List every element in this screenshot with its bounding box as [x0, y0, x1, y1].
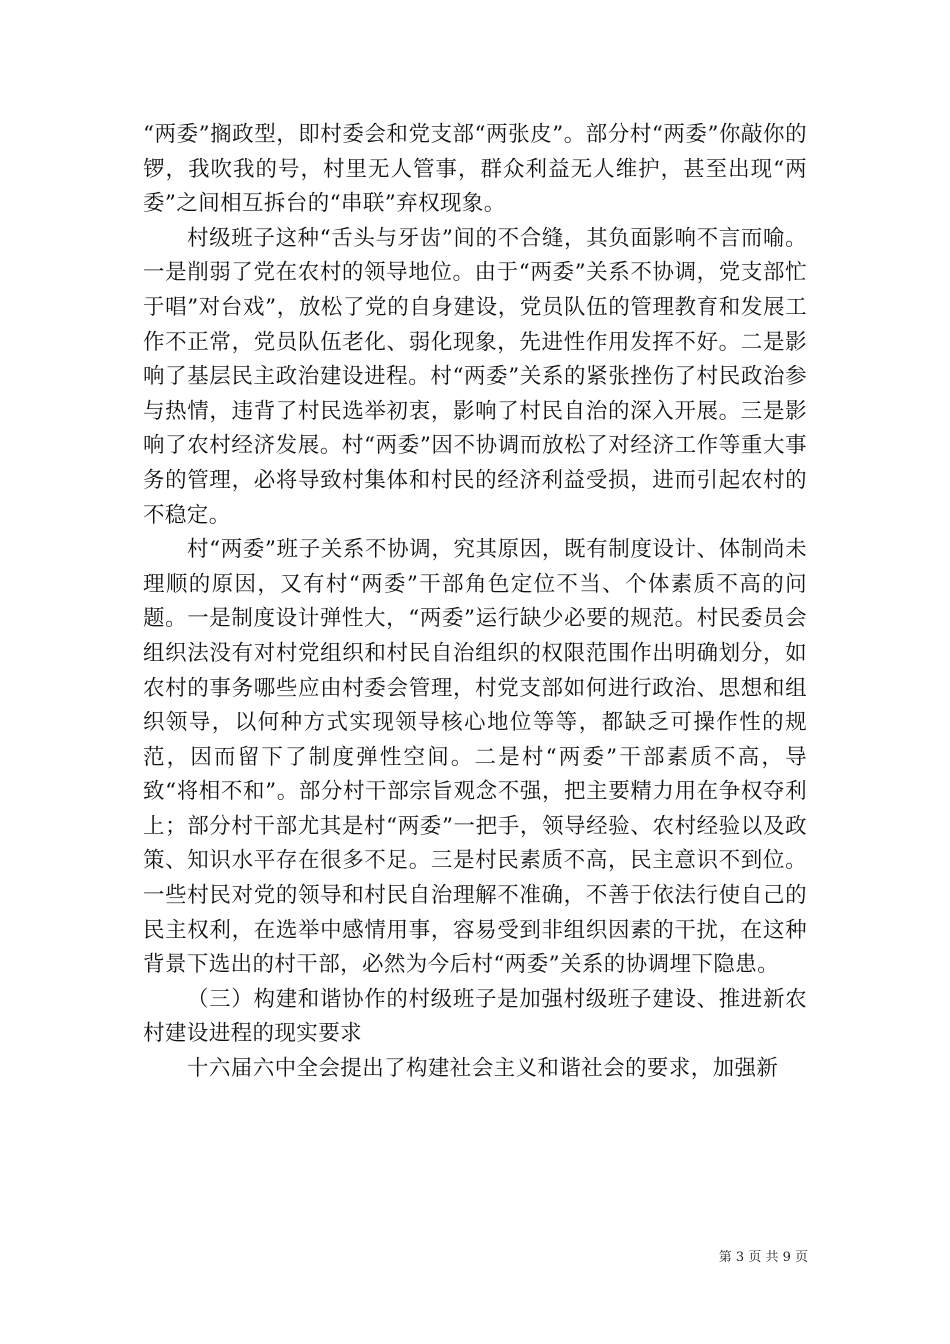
paragraph-2: 村级班子这种“舌头与牙齿”间的不合缝，其负面影响不言而喻。一是削弱了党在农村的领导地位。由于“两委”关系不协调，党支部忙于唱”对台戏”，放松了党的自身建设，党员队伍的管理教育和发展工作不正常，党员队伍老化、弱化现象，先进性作用发挥不好。二是影响了基层民主政治建设进程。村“两委”关系的紧张挫伤了村民政治参与热情，违背了村民选举初衷，影响了村民自治的深入开展。三是影响了农村经济发展。村“两委”因不协调而放松了对经济工作等重大事务的管理，必将导致村集体和村民的经济利益受损，进而引起农村的不稳定。 [143, 225, 807, 528]
paragraph-1: “两委”搁政型，即村委会和党支部“两张皮”。部分村“两委”你敲你的锣，我吹我的号，村里无人管事，群众利益无人维护，甚至出现“两委”之间相互拆台的“串联”弃权现象。 [143, 122, 807, 217]
paragraph-4: 十六届六中全会提出了构建社会主义和谐社会的要求，加强新 [187, 1056, 779, 1082]
page-number-footer: 第 3 页 共 9 页 [718, 1250, 808, 1265]
body-text [143, 118, 807, 1087]
section-heading: （三）构建和谐协作的村级班子是加强村级班子建设、推进新农村建设进程的现实要求 [143, 986, 807, 1047]
paragraph-3: 村“两委”班子关系不协调，究其原因，既有制度设计、体制尚未理顺的原因，又有村“两委”干部角色定位不当、个体素质不高的问题。一是制度设计弹性大，“两委”运行缺少必要的规范。村民委员会组织法没有对村党组织和村民自治组织的权限范围作出明确划分，如农村的事务哪些应由村委会管理，村党支部如何进行政治、思想和组织领导，以何种方式实现领导核心地位等等，都缺乏可操作性的规范，因而留下了制度弹性空间。二是村“两委”干部素质不高，导致“将相不和”。部分村干部宗旨观念不强，把主要精力用在争权夺利上；部分村干部尤其是村“两委”一把手，领导经验、农村经验以及政策、知识水平存在很多不足。三是村民素质不高，民主意识不到位。一些村民对党的领导和村民自治理解不准确，不善于依法行使自己的民主权利，在选举中感情用事，容易受到非组织因素的干扰，在这种背景下选出的村干部，必然为今后村“两委”关系的协调埋下隐患。 [143, 537, 807, 978]
